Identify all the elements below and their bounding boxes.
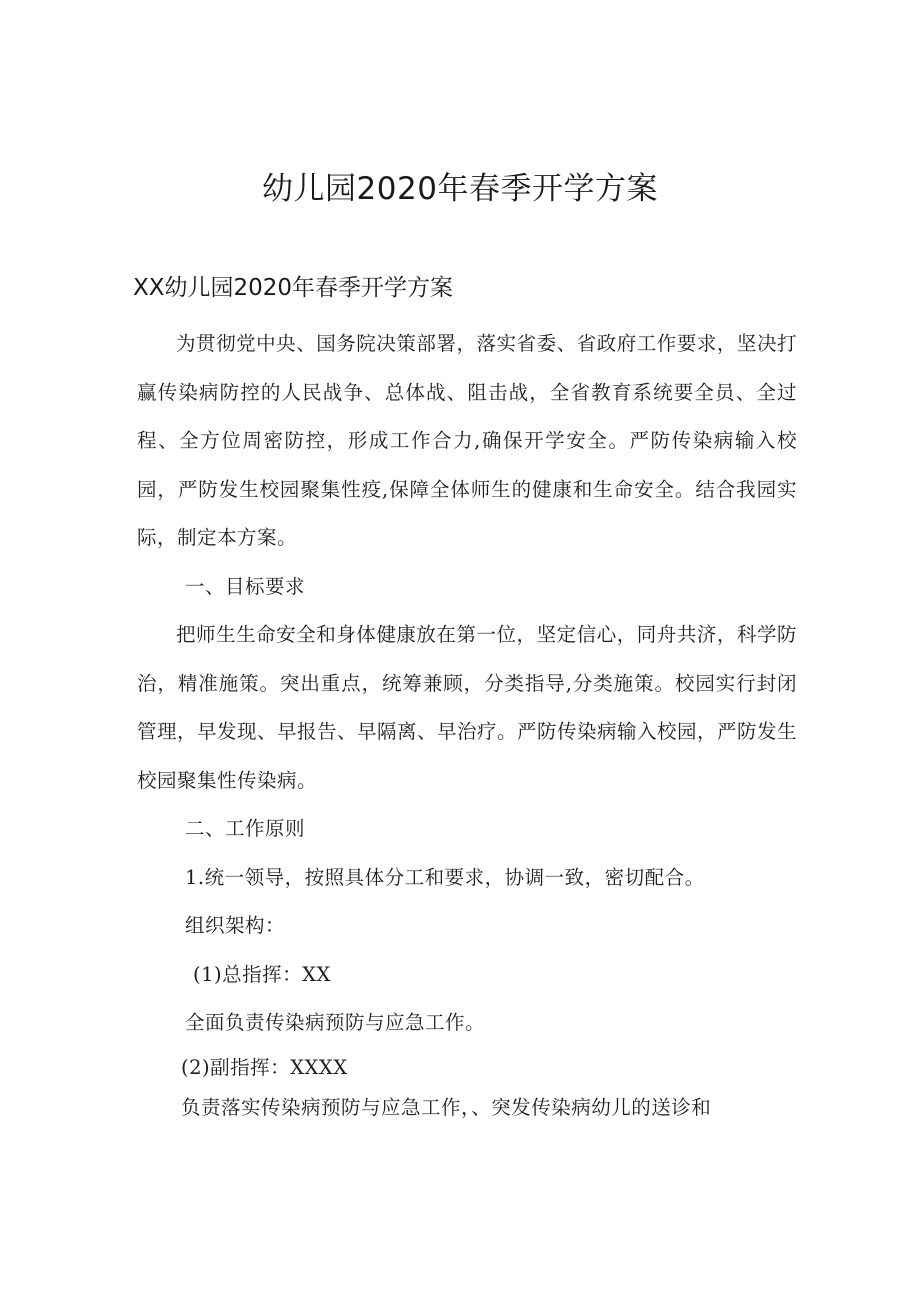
document-body bbox=[137, 320, 797, 1128]
section-title-goals: 一、目标要求 bbox=[185, 574, 306, 598]
document-title: 幼儿园2020年春季开学方案 bbox=[262, 171, 658, 207]
org-structure-label: 组织架构： bbox=[185, 914, 286, 937]
role-deputy-desc: 负责落实传染病预防与应急工作，、突发传染病幼儿的送诊和 bbox=[181, 1095, 712, 1119]
intro-paragraph: 为贯彻党中央、国务院决策部署，落实省委、省政府工作要求，坚决打赢传染病防控的人民战争、总体战、阻击战，全省教育系统要全员、全过程、全方位周密防控，形成工作合力,确保开学安全。严防传染病输入校园，严防发生校园聚集性疫,保障全体师生的健康和生命安全。结合我园实际，制定本方案。 bbox=[137, 332, 797, 549]
plan-heading: XX幼儿园2020年春季开学方案 bbox=[133, 275, 454, 301]
goals-paragraph: 把师生生命安全和身体健康放在第一位，坚定信心，同舟共济，科学防治，精准施策。突出重点，统筹兼顾，分类指导,分类施策。校园实行封闭管理，早发现、早报告、早隔离、早治疗。严防传染病输入校园，严防发生校园聚集性传染病。 bbox=[137, 623, 798, 792]
role-deputy: (2)副指挥：XXXX bbox=[181, 1055, 348, 1079]
role-commander: (1)总指挥：XX bbox=[193, 962, 331, 986]
section-title-principles: 二、工作原则 bbox=[185, 817, 306, 840]
principle-item-1: 1.统一领导，按照具体分工和要求，协调一致，密切配合。 bbox=[185, 865, 705, 889]
role-commander-desc: 全面负责传染病预防与应急工作。 bbox=[185, 1011, 486, 1034]
